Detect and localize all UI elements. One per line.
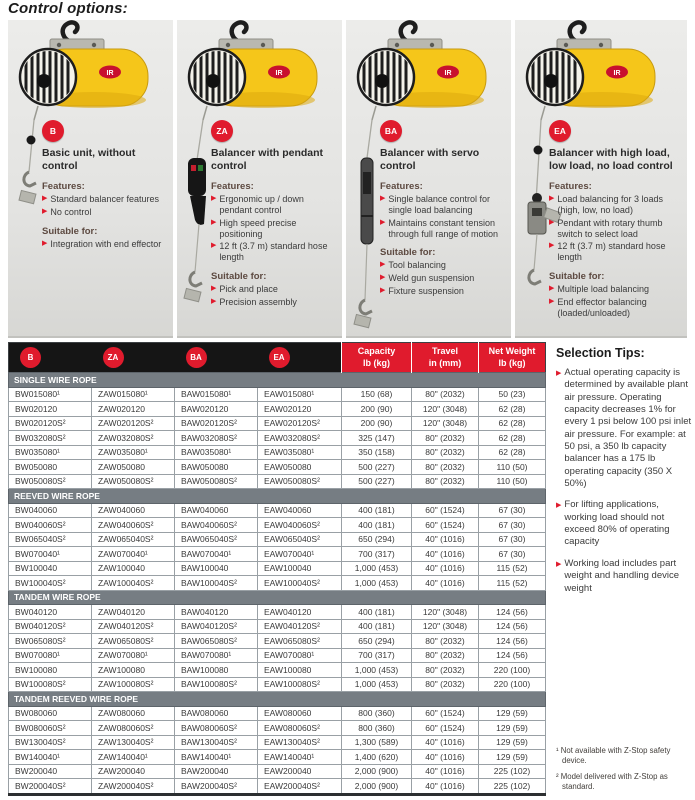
value-cell: 60" (1524): [412, 706, 479, 721]
bullet-arrow-icon: ▶: [549, 218, 555, 226]
model-cell: BAW040060S²: [175, 518, 258, 533]
model-cell: EAW040120S²: [258, 619, 342, 634]
feature-item: ▶ Pendant with rotary thumb switch to select load: [549, 217, 663, 239]
column-header-ba: [175, 343, 258, 373]
features-label: Features:: [211, 181, 254, 193]
value-cell: 120" (3048): [412, 605, 479, 620]
model-cell: EAW070080¹: [258, 648, 342, 663]
model-cell: EAW040060: [258, 503, 342, 518]
value-cell: 110 (50): [479, 460, 546, 475]
value-cell: 40" (1016): [412, 735, 479, 750]
table-row: [9, 460, 546, 475]
model-cell: BW020120: [9, 402, 92, 417]
value-cell: 60" (1524): [412, 518, 479, 533]
model-cell: ZAW035080¹: [92, 445, 175, 460]
column-header-za: [92, 343, 175, 373]
value-cell: 40" (1016): [412, 532, 479, 547]
value-cell: 800 (360): [342, 706, 412, 721]
page-title: Control options:: [8, 0, 128, 17]
column-badge-b: B: [20, 347, 41, 368]
model-cell: ZAW130040S²: [92, 735, 175, 750]
suitable-list: [211, 284, 336, 308]
value-cell: 120" (3048): [412, 402, 479, 417]
suitable-item: ▶ End effector balancing (loaded/unloaded): [549, 296, 647, 318]
table-row: [9, 431, 546, 446]
suitable-list: [380, 260, 505, 296]
value-cell: 50 (23): [479, 387, 546, 402]
value-cell: 700 (317): [342, 547, 412, 562]
column-header-net-weight: Net Weight lb (kg): [479, 343, 546, 373]
bullet-arrow-icon: ▶: [42, 195, 48, 203]
model-cell: EAW100040S²: [258, 576, 342, 591]
bullet-arrow-icon: ▶: [549, 195, 555, 203]
model-cell: BAW080060: [175, 706, 258, 721]
feature-item: ▶ 12 ft (3.7 m) standard hose length: [211, 241, 328, 263]
value-cell: 500 (227): [342, 460, 412, 475]
model-cell: ZAW100040: [92, 561, 175, 576]
model-cell: BW140040¹: [9, 750, 92, 765]
value-cell: 62 (28): [479, 416, 546, 431]
model-cell: BAW100080: [175, 663, 258, 678]
model-cell: BW100040: [9, 561, 92, 576]
suitable-item: ▶ Pick and place: [211, 284, 278, 295]
model-cell: BW040060: [9, 503, 92, 518]
table-row: [9, 416, 546, 431]
control-type-badge: B: [42, 120, 64, 142]
column-badge-ba: BA: [186, 347, 207, 368]
value-cell: 40" (1016): [412, 547, 479, 562]
table-row: [9, 474, 546, 489]
model-cell: BAW032080S²: [175, 431, 258, 446]
model-cell: BW070080¹: [9, 648, 92, 663]
spec-table: [8, 342, 546, 796]
model-cell: ZAW080060S²: [92, 721, 175, 736]
table-row: [9, 619, 546, 634]
feature-item: ▶ High speed precise positioning: [211, 217, 297, 239]
value-cell: 80" (2032): [412, 663, 479, 678]
value-cell: 80" (2032): [412, 474, 479, 489]
model-cell: ZAW040060S²: [92, 518, 175, 533]
model-cell: BW020120S²: [9, 416, 92, 431]
bullet-arrow-icon: ▶: [211, 285, 217, 293]
model-cell: BAW100040: [175, 561, 258, 576]
footnote-1: ¹ Not available with Z-Stop safety device.: [556, 746, 671, 766]
table-row: [9, 402, 546, 417]
bullet-arrow-icon: ▶: [211, 195, 217, 203]
model-cell: EAW070040¹: [258, 547, 342, 562]
value-cell: 67 (30): [479, 547, 546, 562]
table-row: [9, 735, 546, 750]
suitable-item: ▶ Fixture suspension: [380, 286, 464, 297]
model-cell: EAW080060: [258, 706, 342, 721]
model-cell: ZAW040120: [92, 605, 175, 620]
model-cell: EAW050080S²: [258, 474, 342, 489]
panel-title: Balancer with pendant control: [211, 147, 324, 173]
column-badge-za: ZA: [103, 347, 124, 368]
value-cell: 80" (2032): [412, 677, 479, 692]
value-cell: 800 (360): [342, 721, 412, 736]
model-cell: EAW200040S²: [258, 779, 342, 795]
model-cell: BAW200040S²: [175, 779, 258, 795]
table-header-row: [9, 343, 546, 373]
model-cell: BW200040S²: [9, 779, 92, 795]
model-cell: EAW020120S²: [258, 416, 342, 431]
feature-item: ▶ Ergonomic up / down pendant control: [211, 194, 304, 216]
model-cell: EAW020120: [258, 402, 342, 417]
value-cell: 220 (100): [479, 677, 546, 692]
table-row: [9, 532, 546, 547]
table-row: [9, 706, 546, 721]
value-cell: 40" (1016): [412, 576, 479, 591]
selection-tips: [556, 346, 693, 604]
features-list: [211, 194, 336, 263]
features-label: Features:: [549, 181, 592, 193]
model-cell: BW040060S²: [9, 518, 92, 533]
model-cell: BAW065040S²: [175, 532, 258, 547]
value-cell: 350 (158): [342, 445, 412, 460]
features-list: [549, 194, 681, 263]
bullet-arrow-icon: ▶: [549, 297, 555, 305]
model-cell: BAW065080S²: [175, 634, 258, 649]
model-cell: EAW035080¹: [258, 445, 342, 460]
model-cell: EAW080060S²: [258, 721, 342, 736]
value-cell: 200 (90): [342, 402, 412, 417]
value-cell: 120" (3048): [412, 416, 479, 431]
bullet-arrow-icon: ▶: [211, 242, 217, 250]
feature-item: ▶ 12 ft (3.7 m) standard hose length: [549, 241, 666, 263]
model-cell: ZAW065080S²: [92, 634, 175, 649]
model-cell: BW200040: [9, 764, 92, 779]
suitable-list: [42, 239, 167, 250]
suitable-item: ▶ Weld gun suspension: [380, 273, 475, 284]
table-row: [9, 445, 546, 460]
table-row: [9, 779, 546, 795]
value-cell: 62 (28): [479, 402, 546, 417]
features-label: Features:: [380, 181, 423, 193]
model-cell: EAW015080¹: [258, 387, 342, 402]
model-cell: BAW040120S²: [175, 619, 258, 634]
value-cell: 124 (56): [479, 648, 546, 663]
model-cell: ZAW200040S²: [92, 779, 175, 795]
model-cell: ZAW100080S²: [92, 677, 175, 692]
model-cell: EAW100080S²: [258, 677, 342, 692]
bullet-arrow-icon: ▶: [42, 239, 48, 247]
model-cell: ZAW020120S²: [92, 416, 175, 431]
panel-title: Balancer with high load, low load, no load control: [549, 147, 673, 173]
suitable-label: Suitable for:: [380, 247, 436, 259]
panel-title: Basic unit, without control: [42, 147, 136, 173]
model-cell: BW050080: [9, 460, 92, 475]
suitable-label: Suitable for:: [42, 225, 98, 237]
suitable-label: Suitable for:: [549, 271, 605, 283]
value-cell: 200 (90): [342, 416, 412, 431]
value-cell: 62 (28): [479, 431, 546, 446]
model-cell: EAW032080S²: [258, 431, 342, 446]
model-cell: BW080060S²: [9, 721, 92, 736]
control-type-badge: BA: [380, 120, 402, 142]
bullet-arrow-icon: ▶: [211, 297, 217, 305]
value-cell: 400 (181): [342, 605, 412, 620]
model-cell: ZAW040120S²: [92, 619, 175, 634]
bullet-arrow-icon: ▶: [380, 261, 386, 269]
model-cell: ZAW040060: [92, 503, 175, 518]
model-cell: EAW130040S²: [258, 735, 342, 750]
bullet-arrow-icon: ▶: [380, 195, 386, 203]
table-row: [9, 764, 546, 779]
value-cell: 80" (2032): [412, 634, 479, 649]
section-header-cell: TANDEM REEVED WIRE ROPE: [9, 692, 546, 707]
bullet-arrow-icon: ▶: [380, 218, 386, 226]
column-header-ea: [258, 343, 342, 373]
value-cell: 67 (30): [479, 503, 546, 518]
value-cell: 129 (59): [479, 706, 546, 721]
model-cell: BAW040120: [175, 605, 258, 620]
suitable-list: [549, 284, 681, 318]
model-cell: ZAW050080S²: [92, 474, 175, 489]
table-row: [9, 750, 546, 765]
value-cell: 500 (227): [342, 474, 412, 489]
model-cell: BW050080S²: [9, 474, 92, 489]
value-cell: 40" (1016): [412, 750, 479, 765]
suitable-item: ▶ Precision assembly: [211, 296, 297, 307]
bullet-arrow-icon: ▶: [380, 287, 386, 295]
control-type-badge: ZA: [211, 120, 233, 142]
model-cell: BAW140040¹: [175, 750, 258, 765]
table-row: [9, 547, 546, 562]
model-cell: ZAW020120: [92, 402, 175, 417]
model-cell: BAW100040S²: [175, 576, 258, 591]
table-row: [9, 605, 546, 620]
value-cell: 110 (50): [479, 474, 546, 489]
value-cell: 124 (56): [479, 634, 546, 649]
value-cell: 1,000 (453): [342, 561, 412, 576]
model-cell: BW040120S²: [9, 619, 92, 634]
tip-item: ▶ Actual operating capacity is determined by available plant air pressure. Operating capacity decreases 1% for every 1 psi below 100 psi inlet air pressure. For example: at 50 psi, a 350 lb capacity balancer has a 175 lb operating capacity (350 X 50%): [556, 367, 692, 490]
model-cell: EAW065040S²: [258, 532, 342, 547]
feature-item: ▶ Load balancing for 3 loads (high, low, no load): [549, 194, 663, 216]
model-cell: EAW050080: [258, 460, 342, 475]
model-cell: BAW050080S²: [175, 474, 258, 489]
value-cell: 80" (2032): [412, 648, 479, 663]
model-cell: ZAW100040S²: [92, 576, 175, 591]
table-row: [9, 503, 546, 518]
value-cell: 115 (52): [479, 561, 546, 576]
value-cell: 80" (2032): [412, 431, 479, 446]
model-cell: EAW200040: [258, 764, 342, 779]
value-cell: 220 (100): [479, 663, 546, 678]
spec-table-container: [8, 342, 546, 796]
model-cell: ZAW070040¹: [92, 547, 175, 562]
value-cell: 700 (317): [342, 648, 412, 663]
table-row: [9, 561, 546, 576]
value-cell: 150 (68): [342, 387, 412, 402]
model-cell: BW035080¹: [9, 445, 92, 460]
model-cell: BW065040S²: [9, 532, 92, 547]
suitable-item: ▶ Integration with end effector: [42, 238, 162, 249]
column-badge-ea: EA: [269, 347, 290, 368]
value-cell: 1,400 (620): [342, 750, 412, 765]
value-cell: 120" (3048): [412, 619, 479, 634]
value-cell: 80" (2032): [412, 445, 479, 460]
panel-title: Balancer with servo control: [380, 147, 480, 173]
table-row: [9, 663, 546, 678]
value-cell: 124 (56): [479, 605, 546, 620]
model-cell: BAW100080S²: [175, 677, 258, 692]
model-cell: BW040120: [9, 605, 92, 620]
panel-pendant-control: [177, 20, 342, 338]
model-cell: ZAW032080S²: [92, 431, 175, 446]
model-cell: ZAW100080: [92, 663, 175, 678]
model-cell: ZAW070080¹: [92, 648, 175, 663]
model-cell: BW100080S²: [9, 677, 92, 692]
value-cell: 40" (1016): [412, 779, 479, 795]
model-cell: EAW100040: [258, 561, 342, 576]
model-cell: BAW015080¹: [175, 387, 258, 402]
value-cell: 1,000 (453): [342, 663, 412, 678]
value-cell: 650 (294): [342, 634, 412, 649]
value-cell: 129 (59): [479, 750, 546, 765]
bullet-arrow-icon: ▶: [556, 560, 562, 568]
model-cell: BAW200040: [175, 764, 258, 779]
tip-item: ▶ Working load includes part weight and handling device weight: [556, 557, 680, 594]
value-cell: 2,000 (900): [342, 764, 412, 779]
model-cell: BAW035080¹: [175, 445, 258, 460]
table-row: [9, 721, 546, 736]
selection-tips-list: [556, 367, 693, 595]
value-cell: 1,300 (589): [342, 735, 412, 750]
model-cell: BAW080060S²: [175, 721, 258, 736]
section-header-row: [9, 489, 546, 504]
value-cell: 129 (59): [479, 735, 546, 750]
model-cell: BAW040060: [175, 503, 258, 518]
model-cell: BAW130040S²: [175, 735, 258, 750]
footnote-2: ² Model delivered with Z-Stop as standard.: [556, 772, 668, 792]
model-cell: ZAW015080¹: [92, 387, 175, 402]
model-cell: BW100080: [9, 663, 92, 678]
column-header-b: [9, 343, 92, 373]
table-row: [9, 387, 546, 402]
model-cell: BW032080S²: [9, 431, 92, 446]
table-row: [9, 634, 546, 649]
model-cell: BW130040S²: [9, 735, 92, 750]
column-header-travel: Travel in (mm): [412, 343, 479, 373]
footnotes: [556, 746, 693, 799]
feature-item: ▶ Standard balancer features: [42, 194, 159, 205]
control-type-badge: EA: [549, 120, 571, 142]
model-cell: ZAW140040¹: [92, 750, 175, 765]
model-cell: ZAW050080: [92, 460, 175, 475]
value-cell: 400 (181): [342, 619, 412, 634]
section-header-cell: SINGLE WIRE ROPE: [9, 373, 546, 388]
value-cell: 2,000 (900): [342, 779, 412, 795]
bullet-arrow-icon: ▶: [211, 218, 217, 226]
value-cell: 80" (2032): [412, 387, 479, 402]
section-header-cell: TANDEM WIRE ROPE: [9, 590, 546, 605]
suitable-label: Suitable for:: [211, 271, 267, 283]
value-cell: 1,000 (453): [342, 677, 412, 692]
value-cell: 67 (30): [479, 532, 546, 547]
feature-item: ▶ Maintains constant tension through full range of motion: [380, 217, 498, 239]
value-cell: 129 (59): [479, 721, 546, 736]
value-cell: 40" (1016): [412, 764, 479, 779]
model-cell: EAW140040¹: [258, 750, 342, 765]
table-row: [9, 677, 546, 692]
value-cell: 40" (1016): [412, 561, 479, 576]
tip-item: ▶ For lifting applications, working load should not exceed 80% of operating capacity: [556, 499, 670, 548]
features-list: [380, 194, 505, 239]
bullet-arrow-icon: ▶: [549, 285, 555, 293]
model-cell: BAW070040¹: [175, 547, 258, 562]
panel-basic-unit: [8, 20, 173, 338]
model-cell: EAW040120: [258, 605, 342, 620]
feature-item: ▶ Single balance control for single load balancing: [380, 194, 490, 216]
value-cell: 400 (181): [342, 518, 412, 533]
feature-item: ▶ No control: [42, 207, 92, 218]
panel-high-low-no-load-control: [515, 20, 687, 338]
model-cell: BW065080S²: [9, 634, 92, 649]
model-cell: BAW020120S²: [175, 416, 258, 431]
value-cell: 80" (2032): [412, 460, 479, 475]
model-cell: ZAW200040: [92, 764, 175, 779]
value-cell: 60" (1524): [412, 721, 479, 736]
table-row: [9, 576, 546, 591]
bullet-arrow-icon: ▶: [556, 502, 562, 510]
section-header-row: [9, 590, 546, 605]
value-cell: 124 (56): [479, 619, 546, 634]
bullet-arrow-icon: ▶: [549, 242, 555, 250]
model-cell: BAW020120: [175, 402, 258, 417]
model-cell: EAW065080S²: [258, 634, 342, 649]
model-cell: BAW070080¹: [175, 648, 258, 663]
value-cell: 115 (52): [479, 576, 546, 591]
value-cell: 400 (181): [342, 503, 412, 518]
table-row: [9, 518, 546, 533]
model-cell: EAW040060S²: [258, 518, 342, 533]
value-cell: 60" (1524): [412, 503, 479, 518]
value-cell: 62 (28): [479, 445, 546, 460]
value-cell: 1,000 (453): [342, 576, 412, 591]
features-list: [42, 194, 167, 218]
value-cell: 67 (30): [479, 518, 546, 533]
bullet-arrow-icon: ▶: [380, 274, 386, 282]
bullet-arrow-icon: ▶: [42, 208, 48, 216]
model-cell: BAW050080: [175, 460, 258, 475]
value-cell: 325 (147): [342, 431, 412, 446]
model-cell: ZAW065040S²: [92, 532, 175, 547]
features-label: Features:: [42, 181, 85, 193]
model-cell: EAW100080: [258, 663, 342, 678]
model-cell: BW100040S²: [9, 576, 92, 591]
model-cell: BW080060: [9, 706, 92, 721]
value-cell: 225 (102): [479, 779, 546, 795]
section-header-row: [9, 373, 546, 388]
panel-servo-control: [346, 20, 511, 338]
suitable-item: ▶ Multiple load balancing: [549, 284, 649, 295]
section-header-row: [9, 692, 546, 707]
table-row: [9, 648, 546, 663]
value-cell: 650 (294): [342, 532, 412, 547]
bullet-arrow-icon: ▶: [556, 370, 562, 377]
model-cell: BW070040¹: [9, 547, 92, 562]
column-header-capacity: Capacity lb (kg): [342, 343, 412, 373]
suitable-item: ▶ Tool balancing: [380, 260, 446, 271]
model-cell: ZAW080060: [92, 706, 175, 721]
value-cell: 225 (102): [479, 764, 546, 779]
selection-tips-title: Selection Tips:: [556, 346, 645, 360]
model-cell: BW015080¹: [9, 387, 92, 402]
section-header-cell: REEVED WIRE ROPE: [9, 489, 546, 504]
